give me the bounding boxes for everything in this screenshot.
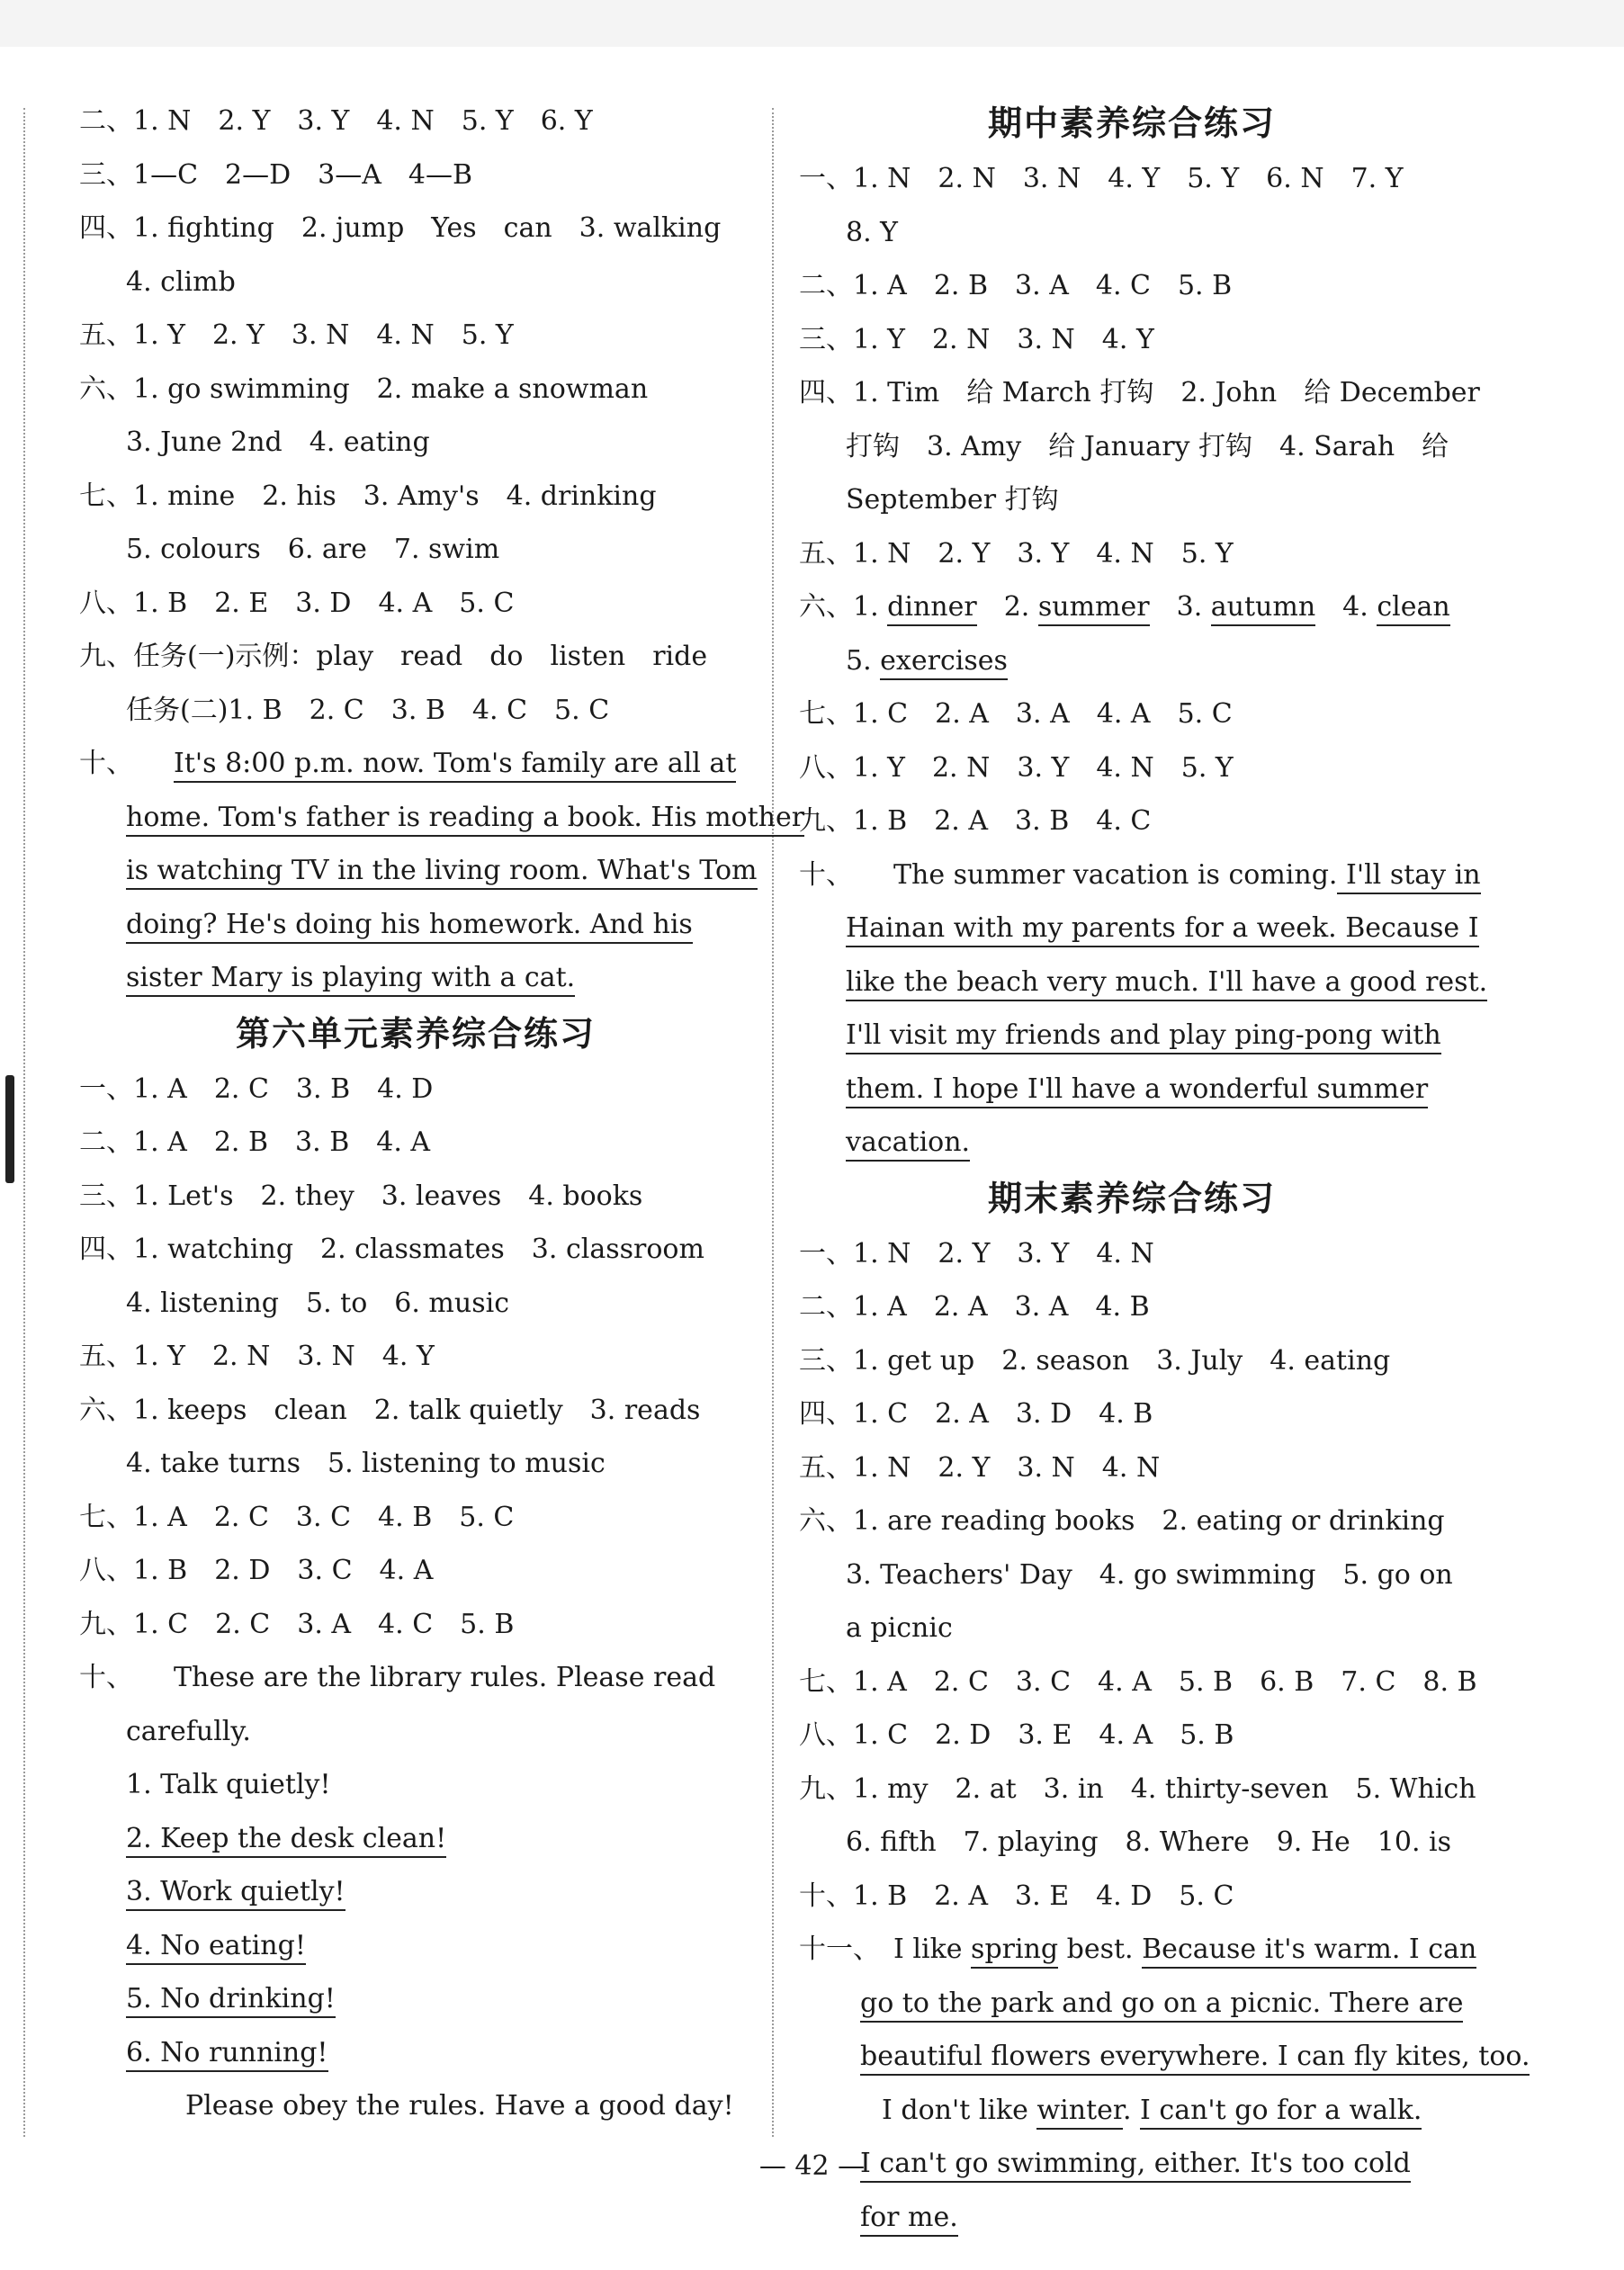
answer-text: 十、 The summer vacation is coming.: [799, 858, 1338, 891]
answer-line: [79, 1972, 752, 2026]
answer-line: [799, 1116, 1465, 1170]
answer-line: [79, 1116, 752, 1170]
answer-text: 4. listening 5. to 6. music: [126, 1287, 509, 1319]
answer-line: [79, 1758, 752, 1812]
underlined-answer: doing? He's doing his homework. And his: [126, 909, 693, 944]
answer-line: [799, 1816, 1465, 1870]
answer-line: [79, 1865, 752, 1919]
underlined-answer: 5. No drinking!: [126, 1983, 336, 2018]
answer-line: [79, 1919, 752, 1973]
answer-line: [79, 737, 752, 791]
underlined-answer: spring: [971, 1934, 1058, 1969]
answer-text: 一、1. A 2. C 3. B 4. D: [79, 1072, 434, 1105]
answer-text: 四、1. watching 2. classmates 3. classroom: [79, 1234, 704, 1265]
answer-line: [799, 1441, 1465, 1495]
section-title: 期中素养综合练习: [987, 103, 1276, 143]
answer-line: [799, 366, 1480, 420]
answer-line: [799, 2084, 1465, 2138]
underlined-answer: 3. Work quietly!: [126, 1876, 345, 1911]
answer-line: [79, 256, 752, 310]
page-number: — 42 —: [758, 2150, 866, 2182]
answer-text: 七、1. mine 2. his 3. Amy's 4. drinking: [79, 480, 657, 512]
underlined-answer: dinner: [887, 591, 977, 626]
underlined-answer: exercises: [880, 645, 1008, 680]
underlined-answer: beautiful flowers everywhere. I can fly kites, too.: [860, 2041, 1530, 2076]
answer-text: 打钩 3. Amy 给 January 打钩 4. Sarah 给: [846, 430, 1449, 462]
answer-text: 3. June 2nd 4. eating: [126, 426, 430, 458]
answer-text: 六、1. are reading books 2. eating or drinking: [799, 1505, 1445, 1537]
answer-text: I don't like: [882, 2094, 1037, 2126]
answer-line: [799, 420, 1465, 474]
answer-line: [79, 630, 752, 684]
answer-line: [79, 523, 752, 577]
answer-line: [79, 1063, 752, 1117]
underlined-answer: I'll stay in: [1337, 859, 1480, 894]
answer-text: 5. colours 6. are 7. swim: [126, 534, 500, 565]
underlined-answer: Hainan with my parents for a week. Because I: [846, 912, 1479, 947]
answer-text: 六、1.: [799, 591, 888, 623]
answer-line: [79, 2079, 752, 2133]
answer-line: [799, 634, 1465, 688]
answer-line: [799, 1063, 1465, 1117]
underlined-answer: is watching TV in the living room. What's Tom: [126, 855, 758, 890]
underlined-answer: like the beach very much. I'll have a good rest.: [846, 966, 1487, 1001]
underlined-answer: It's 8:00 p.m. now. Tom's family are all at: [174, 748, 736, 783]
answer-line: [799, 206, 1465, 260]
underlined-answer: clean: [1377, 591, 1449, 626]
answer-text: 八、1. C 2. D 3. E 4. A 5. B: [799, 1719, 1234, 1751]
answer-text: 6. fifth 7. playing 8. Where 9. He 10. is: [846, 1826, 1452, 1858]
answer-line: [79, 1705, 752, 1759]
answer-line: [79, 2026, 752, 2080]
answer-line: [799, 1387, 1465, 1441]
answer-line: [799, 1227, 1465, 1281]
answer-line: [799, 956, 1488, 1009]
answer-text: Please obey the rules. Have a good day!: [185, 2090, 734, 2122]
answer-line: [799, 848, 1481, 902]
answer-line: [799, 527, 1465, 581]
answer-text: 九、1. C 2. C 3. A 4. C 5. B: [79, 1608, 515, 1640]
answer-text: 4. take turns 5. listening to music: [126, 1448, 606, 1479]
underlined-answer: summer: [1038, 591, 1150, 626]
answer-line: [79, 577, 752, 631]
answer-text: 四、1. Tim 给 March 打钩 2. John 给 December: [799, 377, 1480, 408]
underlined-answer: them. I hope I'll have a wonderful summer: [846, 1073, 1428, 1108]
answer-line: [799, 580, 1465, 634]
answer-text: 二、1. N 2. Y 3. Y 4. N 5. Y 6. Y: [79, 105, 593, 137]
left-answer-column: [79, 94, 805, 2133]
answer-line: [79, 684, 752, 738]
answer-line: [79, 202, 752, 256]
answer-text: 三、1. Y 2. N 3. N 4. Y: [799, 323, 1154, 355]
answer-text: 六、1. go swimming 2. make a snowman: [79, 372, 649, 405]
underlined-answer: I can't go for a walk.: [1140, 2095, 1422, 2130]
underlined-answer: 4. No eating!: [126, 1930, 306, 1965]
answer-line: [799, 1009, 1465, 1063]
answer-text: 九、1. my 2. at 3. in 4. thirty-seven 5. Which: [799, 1772, 1476, 1805]
answer-line: [799, 473, 1465, 527]
answer-text: 五、1. N 2. Y 3. Y 4. N 5. Y: [799, 537, 1234, 570]
section-title: 第六单元素养综合练习: [235, 1013, 596, 1054]
underlined-answer: Because it's warm. I can: [1142, 1934, 1476, 1969]
answer-text: 八、1. B 2. E 3. D 4. A 5. C: [79, 587, 515, 619]
answer-text: 九、任务(一)示例：play read do listen ride: [79, 641, 708, 672]
answer-text: 3.: [1149, 591, 1211, 623]
underlined-answer: 2. Keep the desk clean!: [126, 1823, 446, 1858]
underlined-answer: 6. No running!: [126, 2037, 328, 2072]
underlined-answer: I can't go swimming, either. It's too cold: [860, 2148, 1411, 2183]
answer-line: [79, 1223, 752, 1277]
answer-line: [799, 1334, 1465, 1388]
answer-text: 三、1—C 2—D 3—A 4—B: [79, 158, 473, 191]
answer-line: [799, 313, 1465, 367]
answer-line: [79, 309, 752, 363]
answer-text: .: [1122, 2094, 1141, 2126]
answer-text: 5.: [846, 644, 881, 677]
answer-line: [79, 1437, 752, 1491]
answer-text: 4.: [1315, 591, 1377, 623]
answer-text: 七、1. A 2. C 3. C 4. A 5. B 6. B 7. C 8. B: [799, 1665, 1477, 1698]
answer-text: September 打钩: [846, 484, 1059, 516]
answer-text: [120, 748, 174, 779]
answer-text: 十一、 I like: [799, 1934, 972, 1965]
answer-text: 九、1. B 2. A 3. B 4. C: [799, 805, 1152, 837]
answer-text: 十、 These are the library rules. Please read: [79, 1662, 716, 1693]
answer-text: 五、1. Y 2. Y 3. N 4. N 5. Y: [79, 319, 514, 351]
answer-line: [79, 1651, 752, 1705]
answer-text: 四、1. C 2. A 3. D 4. B: [799, 1398, 1153, 1430]
answer-line: [799, 1655, 1477, 1709]
answer-line: [79, 470, 752, 524]
answer-line: [799, 1923, 1477, 1977]
answer-line: [79, 951, 752, 1005]
section-title: 期末素养综合练习: [987, 1178, 1276, 1218]
answer-line: [79, 1544, 752, 1598]
answer-line: [79, 1491, 752, 1545]
answer-text: 八、1. B 2. D 3. C 4. A: [79, 1555, 434, 1586]
answer-line: [79, 1384, 752, 1438]
answer-line: [799, 259, 1465, 313]
answer-line: [799, 1494, 1465, 1548]
column-divider: [772, 108, 774, 2137]
underlined-answer: vacation.: [846, 1126, 970, 1162]
answer-text: best.: [1058, 1934, 1143, 1965]
answer-line: [79, 1812, 752, 1866]
answer-line: [799, 1548, 1465, 1602]
answer-line: [799, 2030, 1530, 2084]
answer-text: 2.: [976, 591, 1038, 623]
answer-text: 八、1. Y 2. N 3. Y 4. N 5. Y: [799, 751, 1234, 784]
answer-line: [79, 148, 752, 202]
answer-text: 二、1. A 2. B 3. A 4. C 5. B: [799, 270, 1233, 301]
answer-text: 三、1. get up 2. season 3. July 4. eating: [799, 1344, 1391, 1377]
answer-line: [79, 1277, 752, 1331]
answer-line: [799, 1280, 1465, 1334]
answer-text: 一、1. N 2. N 3. N 4. Y 5. Y 6. N 7. Y: [799, 163, 1404, 194]
binding-mark: [5, 1075, 14, 1183]
underlined-answer: go to the park and go on a picnic. There are: [860, 1987, 1463, 2023]
underlined-answer: I'll visit my friends and play ping-pong with: [846, 1019, 1441, 1054]
answer-text: 二、1. A 2. A 3. A 4. B: [799, 1291, 1150, 1323]
answer-line: [79, 844, 758, 898]
answer-line: [79, 363, 752, 417]
answer-text: 3. Teachers' Day 4. go swimming 5. go on: [846, 1558, 1453, 1591]
answer-text: carefully.: [126, 1715, 251, 1747]
right-answer-column: [799, 94, 1530, 2244]
answer-line: [79, 1330, 752, 1384]
answer-text: a picnic: [846, 1612, 953, 1644]
answer-text: 8. Y: [846, 216, 898, 248]
answer-line: [799, 1602, 1465, 1655]
answer-text: 四、1. fighting 2. jump Yes can 3. walking: [79, 212, 722, 244]
left-margin-rule: [23, 108, 25, 2137]
answer-text: 任务(二)1. B 2. C 3. B 4. C 5. C: [126, 694, 610, 726]
answer-line: [799, 794, 1465, 848]
underlined-answer: sister Mary is playing with a cat.: [126, 962, 575, 997]
answer-text: 4. climb: [126, 265, 236, 298]
answer-text: 二、1. A 2. B 3. B 4. A: [79, 1126, 431, 1158]
underlined-answer: home. Tom's father is reading a book. His mother: [126, 802, 804, 837]
answer-line: [79, 416, 752, 470]
answer-line: [79, 94, 752, 148]
answer-line: [799, 687, 1465, 741]
answer-line: [799, 741, 1465, 795]
top-scan-band: [0, 0, 1624, 47]
answer-text: 六、1. keeps clean 2. talk quietly 3. reads: [79, 1394, 701, 1426]
answer-line: [79, 1598, 752, 1652]
answer-text: 五、1. Y 2. N 3. N 4. Y: [79, 1341, 435, 1372]
answer-line: [799, 902, 1479, 956]
answer-line: [799, 1763, 1476, 1817]
answer-text: 三、1. Let's 2. they 3. leaves 4. books: [79, 1180, 643, 1212]
answer-text: 五、1. N 2. Y 3. N 4. N: [799, 1451, 1161, 1484]
answer-line: [79, 898, 752, 952]
answer-line: [799, 1709, 1465, 1763]
answer-line: [79, 1170, 752, 1224]
answer-text: 七、1. C 2. A 3. A 4. A 5. C: [799, 698, 1233, 730]
underlined-answer: autumn: [1211, 591, 1315, 626]
answer-text: 七、1. A 2. C 3. C 4. B 5. C: [79, 1501, 515, 1533]
answer-line: [799, 1977, 1465, 2031]
answer-line: [799, 2191, 1465, 2245]
answer-line: [799, 1870, 1465, 1924]
answer-line: [79, 791, 805, 845]
answer-text: 一、1. N 2. Y 3. Y 4. N: [799, 1237, 1154, 1270]
answer-line: [799, 152, 1465, 206]
answer-text: 1. Talk quietly!: [126, 1769, 331, 1800]
underlined-answer: winter: [1036, 2095, 1122, 2130]
underlined-answer: for me.: [860, 2202, 958, 2237]
answer-text: 十、: [79, 748, 120, 779]
answer-text: 十、1. B 2. A 3. E 4. D 5. C: [799, 1880, 1234, 1912]
